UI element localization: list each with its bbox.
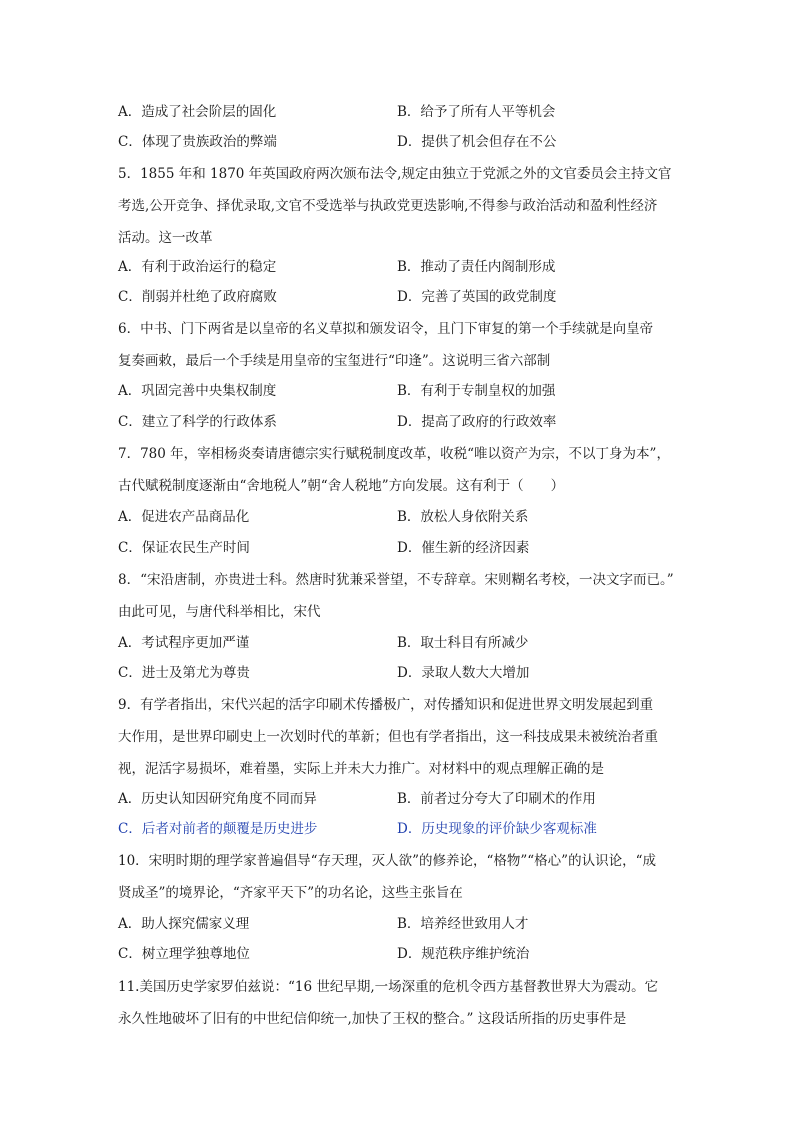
- q5-stem-line: 考选,公开竞争、择优录取,文官不受选举与执政党更迭影响,不得参与政治活动和盈利性经济: [118, 198, 658, 214]
- q6-options-row-1: [118, 380, 678, 402]
- q5-option-d[interactable]: D．完善了英国的政党制度: [397, 289, 557, 305]
- q10-stem-line: 10．宋明时期的理学家普遍倡导“存天理，灭人欲”的修养论，“格物”“格心”的认识论，“成: [118, 853, 656, 869]
- q5-option-c[interactable]: C．削弱并杜绝了政府腐败: [118, 289, 277, 305]
- q6-stem: [118, 318, 678, 372]
- q5-stem-line: 活动。这一改革: [118, 230, 213, 246]
- q9-stem-line: 视，泥活字易损坏，难着墨，实际上并未大力推广。对材料中的观点理解正确的是: [118, 761, 604, 777]
- q11-stem: [118, 976, 678, 1030]
- q6-options-row-2: [118, 411, 678, 433]
- q9-stem: [118, 694, 678, 780]
- q7-stem-line: 古代赋税制度逐渐由“舍地税人”朝“舍人税地”方向发展。这有利于（ ）: [118, 478, 565, 494]
- q11-stem-line: 永久性地破坏了旧有的中世纪信仰统一,加快了王权的整合。” 这段话所指的历史事件是: [118, 1011, 627, 1027]
- q11-stem-line: 11.美国历史学家罗伯兹说：“16 世纪早期,一场深重的危机令西方基督教世界大为震动。它: [118, 979, 659, 995]
- q9-options-row-2: [118, 818, 678, 840]
- q7-options-row-1: [118, 506, 678, 528]
- q7-option-b[interactable]: B．放松人身依附关系: [397, 509, 529, 525]
- q7-options-row-2: [118, 537, 678, 559]
- q6-option-d[interactable]: D．提高了政府的行政效率: [397, 414, 557, 430]
- q8-stem: [118, 569, 678, 623]
- q6-option-b[interactable]: B．有利于专制皇权的加强: [397, 383, 556, 399]
- q6-option-c[interactable]: C．建立了科学的行政体系: [118, 414, 277, 430]
- q6-stem-line: 复奏画敕，最后一个手续是用皇帝的宝玺进行“印逢”。这说明三省六部制: [118, 353, 551, 369]
- q9-option-c[interactable]: C．后者对前者的颠覆是历史进步: [118, 821, 318, 837]
- q10-option-b[interactable]: B．培养经世致用人才: [397, 916, 529, 932]
- q8-options-row-2: [118, 662, 678, 684]
- q5-option-b[interactable]: B．推动了责任内阁制形成: [397, 259, 556, 275]
- q8-option-d[interactable]: D．录取人数大大增加: [397, 665, 530, 681]
- q7-option-c[interactable]: C．保证农民生产时间: [118, 540, 250, 556]
- q5-options-row-2: [118, 286, 678, 308]
- q9-option-d[interactable]: D．历史现象的评价缺少客观标准: [397, 821, 597, 837]
- q10-options-row-2: [118, 943, 678, 965]
- q9-option-a[interactable]: A．历史认知因研究角度不同而异: [118, 791, 317, 807]
- q10-options-row-1: [118, 913, 678, 935]
- q5-stem-line: 5．1855 年和 1870 年英国政府两次颁布法令,规定由独立于党派之外的文官委员会主持文官: [118, 166, 672, 182]
- q9-stem-line: 大作用，是世界印刷史上一次划时代的革新；但也有学者指出，这一科技成果未被统治者重: [118, 729, 658, 745]
- q5-options-row-1: [118, 256, 678, 278]
- q10-option-a[interactable]: A．助人探究儒家义理: [118, 916, 250, 932]
- q8-stem-line: 由此可见，与唐代科举相比，宋代: [118, 604, 321, 620]
- q6-option-a[interactable]: A．巩固完善中央集权制度: [118, 383, 277, 399]
- q9-options-row-1: [118, 788, 678, 810]
- q10-stem-line: 贤成圣”的境界论，“齐家平天下”的功名论，这些主张旨在: [118, 885, 463, 901]
- q4-options-row-1: [118, 101, 678, 123]
- q4-option-b[interactable]: B．给予了所有人平等机会: [397, 104, 556, 120]
- q7-option-a[interactable]: A．促进农产品商品化: [118, 509, 250, 525]
- q7-stem-line: 7．780 年，宰相杨炎奏请唐德宗实行赋税制度改革，收税“唯以资产为宗，不以丁身为本”，: [118, 446, 670, 462]
- q9-stem-line: 9．有学者指出，宋代兴起的活字印刷术传播极广，对传播知识和促进世界文明发展起到重: [118, 697, 654, 713]
- q5-option-a[interactable]: A．有利于政治运行的稳定: [118, 259, 277, 275]
- q8-option-a[interactable]: A．考试程序更加严谨: [118, 635, 250, 651]
- q10-stem: [118, 850, 678, 904]
- q4-options-row-2: [118, 131, 678, 153]
- q6-stem-line: 6．中书、门下两省是以皇帝的名义草拟和颁发诏令，且门下审复的第一个手续就是向皇帝: [118, 321, 654, 337]
- q8-option-b[interactable]: B．取士科目有所减少: [397, 635, 529, 651]
- q8-stem-line: 8．“宋沿唐制，亦贵进士科。然唐时犹兼采誉望，不专辞章。宋则糊名考校，一决文字而已。”: [118, 572, 674, 588]
- q8-options-row-1: [118, 632, 678, 654]
- q9-option-b[interactable]: B．前者过分夸大了印刷术的作用: [397, 791, 596, 807]
- q5-stem: [118, 163, 678, 249]
- q4-option-a[interactable]: A．造成了社会阶层的固化: [118, 104, 277, 120]
- q8-option-c[interactable]: C．进士及第尤为尊贵: [118, 665, 250, 681]
- q10-option-d[interactable]: D．规范秩序维护统治: [397, 946, 530, 962]
- q10-option-c[interactable]: C．树立理学独尊地位: [118, 946, 250, 962]
- q4-option-d[interactable]: D．提供了机会但存在不公: [397, 134, 557, 150]
- q7-option-d[interactable]: D．催生新的经济因素: [397, 540, 530, 556]
- q7-stem: [118, 443, 678, 497]
- q4-option-c[interactable]: C．体现了贵族政治的弊端: [118, 134, 277, 150]
